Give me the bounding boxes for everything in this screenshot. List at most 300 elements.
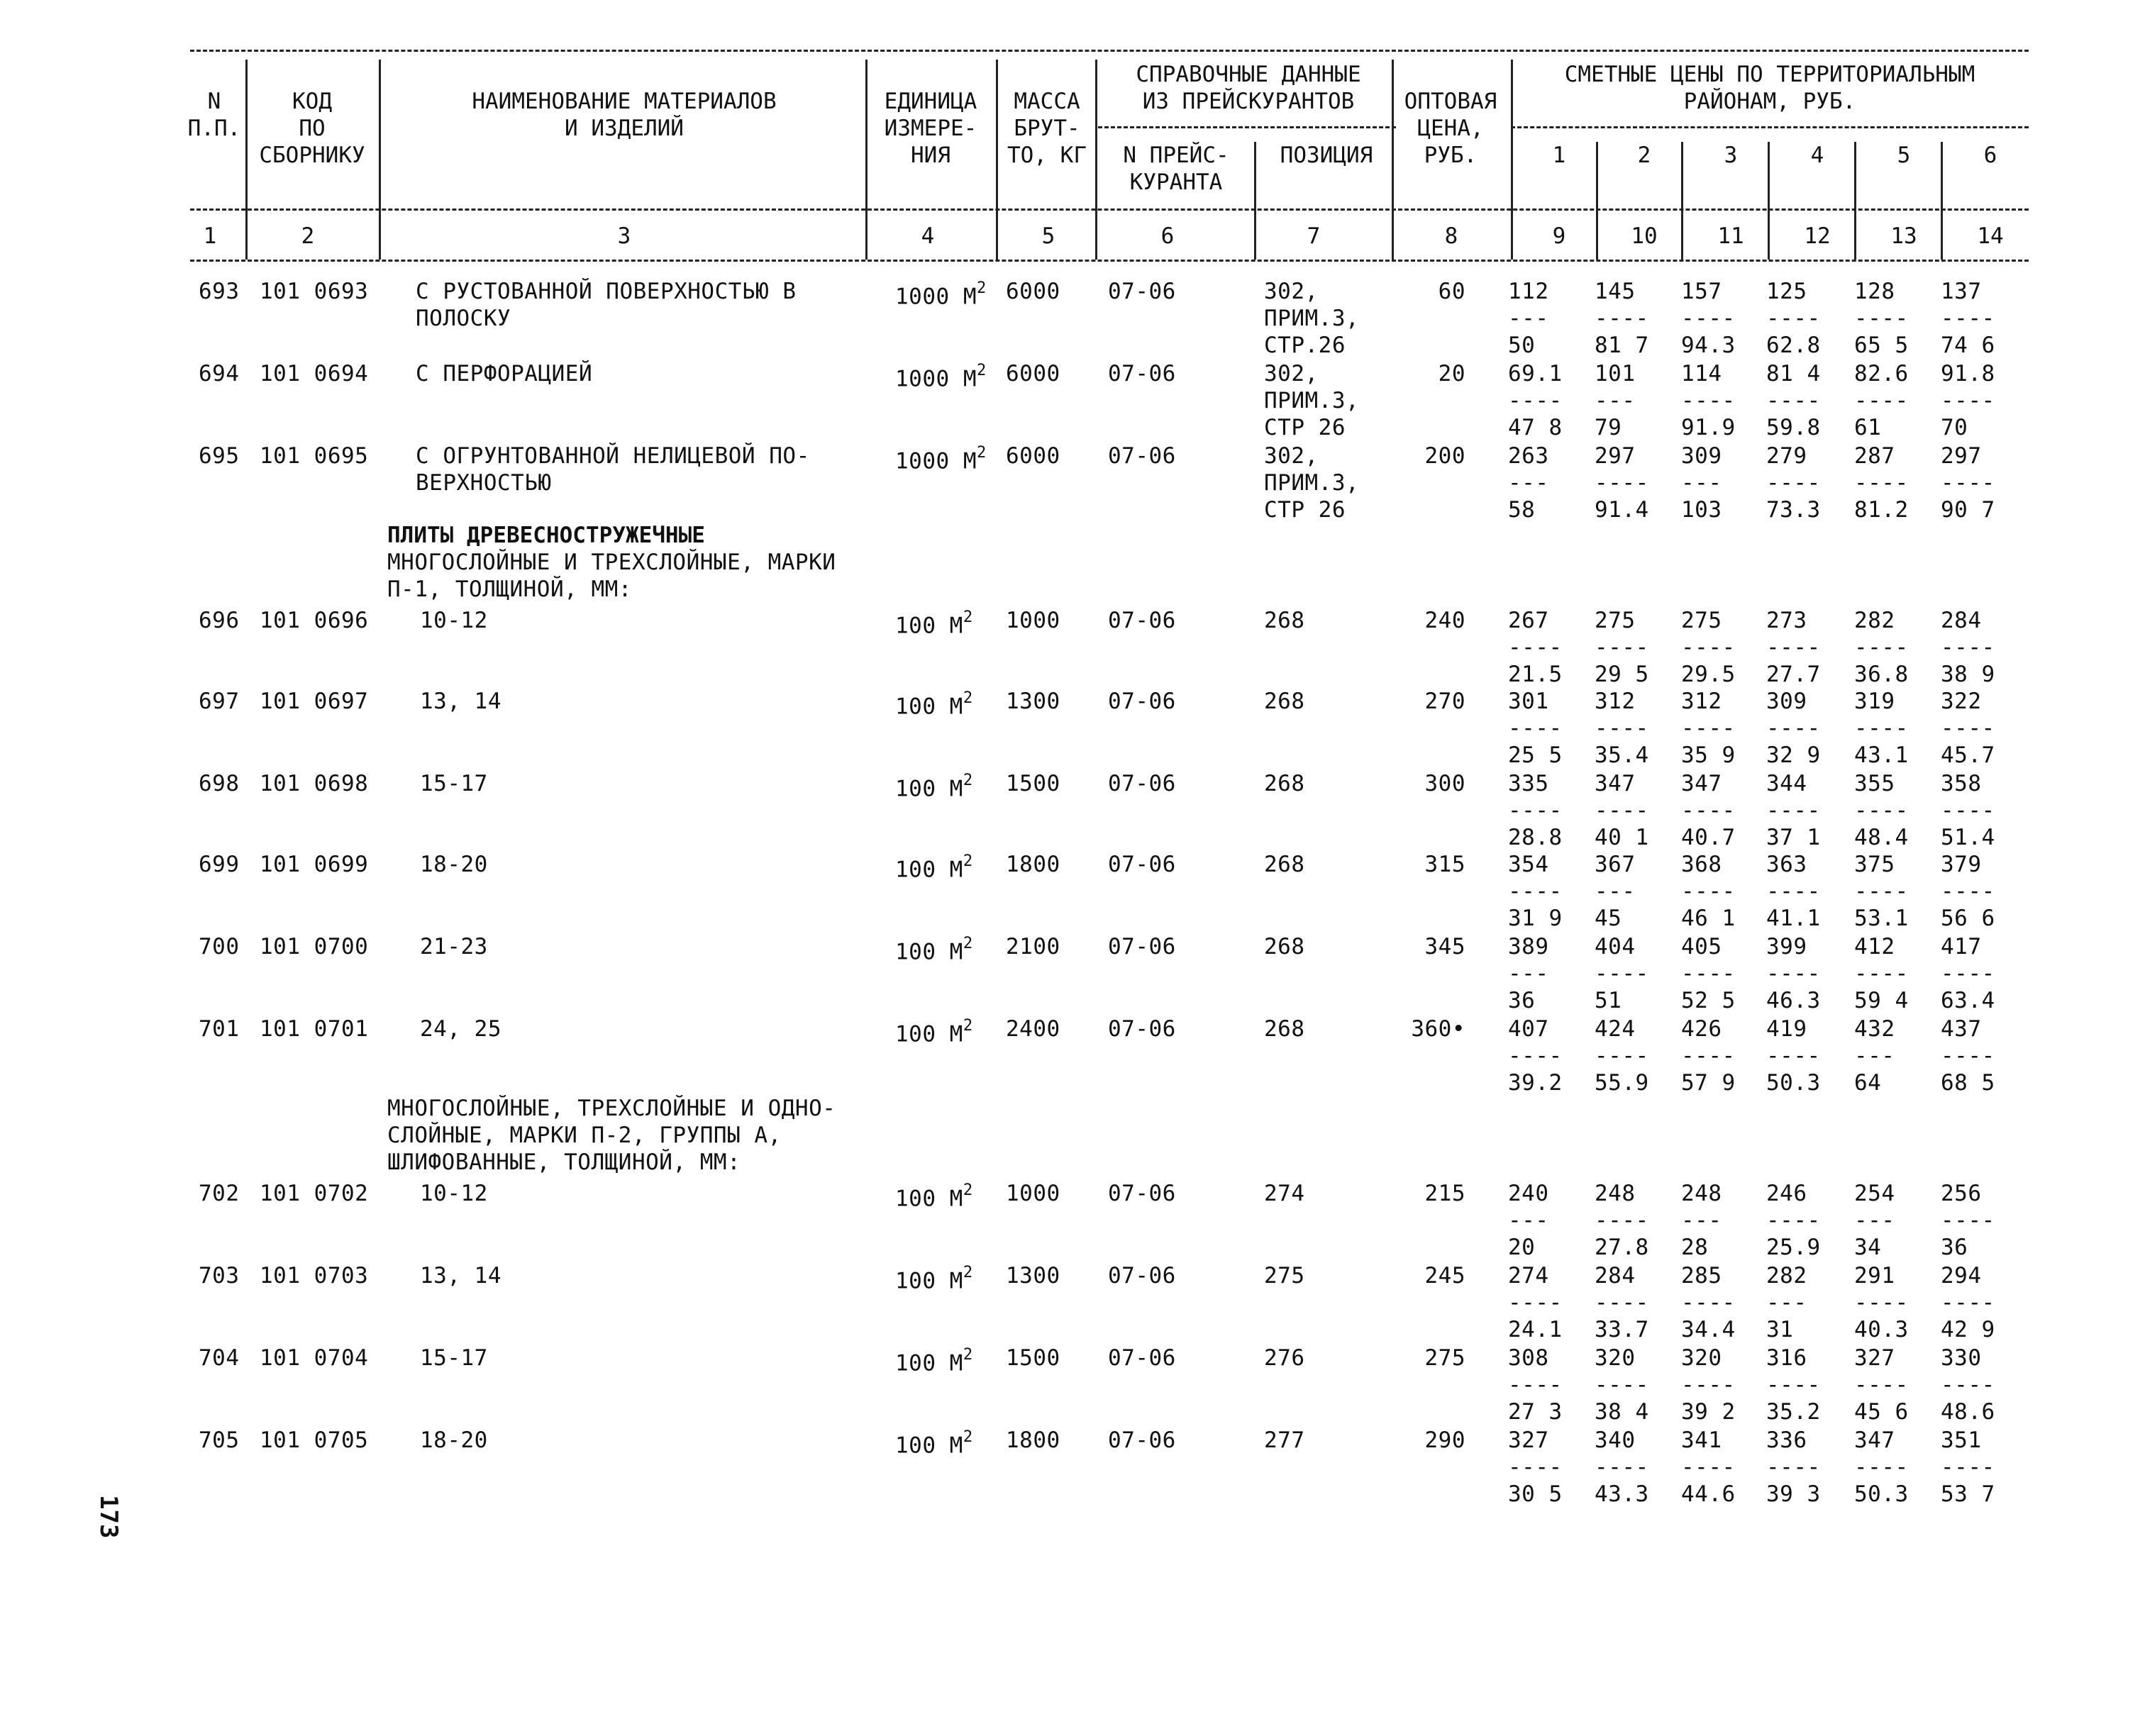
row-price-district-6: 351 — [1941, 1428, 1982, 1453]
row-position: 268 — [1264, 689, 1305, 714]
row-price-district-2: 320 — [1595, 1345, 1636, 1371]
column-number: 14 — [1977, 223, 2004, 249]
row-price-district-3: 275 — [1681, 608, 1722, 633]
row-price-list: 07-06 — [1108, 443, 1176, 469]
row-price-divider: ---- — [1941, 798, 1995, 823]
row-price-divider: ---- — [1681, 1454, 1736, 1480]
row-price-district-6: 297 — [1941, 443, 1982, 469]
header-district-2: 2 — [1637, 143, 1651, 168]
row-price-district-2: 248 — [1595, 1181, 1636, 1206]
row-name: 15-17 — [420, 771, 488, 796]
row-position: 274 — [1264, 1181, 1305, 1206]
row-wholesale: 360• — [1411, 1016, 1465, 1042]
section-subtitle-p1: МНОГОСЛОЙНЫЕ И ТРЕХСЛОЙНЫЕ, МАРКИ П-1, ТОЛЩИНОЙ, ММ: — [387, 550, 836, 602]
row-position: 302, ПРИМ.3, СТР 26 — [1264, 361, 1360, 440]
row-price-district-4: 279 — [1766, 443, 1807, 469]
row-price-divider: --- — [1508, 1208, 1549, 1233]
row-wholesale: 315 — [1424, 852, 1465, 877]
row-position: 302, ПРИМ.3, СТР 26 — [1264, 443, 1360, 523]
header-reference-data: СПРАВОЧНЫЕ ДАННЫЕ ИЗ ПРЕЙСКУРАНТОВ — [1136, 62, 1361, 114]
row-price-district-4: 363 — [1766, 852, 1807, 877]
row-price-divider: ---- — [1854, 470, 1909, 496]
column-separator — [1941, 142, 1943, 260]
row-price-divider: ---- — [1681, 1290, 1736, 1315]
row-name: С ОГРУНТОВАННОЙ НЕЛИЦЕВОЙ ПО- ВЕРХНОСТЬЮ — [416, 443, 810, 496]
row-transport-district-1: 47 8 — [1508, 415, 1563, 440]
row-position: 275 — [1264, 1263, 1305, 1289]
row-price-divider: ---- — [1681, 635, 1736, 660]
row-price-divider: ---- — [1854, 1454, 1909, 1480]
row-price-district-5: 291 — [1854, 1263, 1895, 1289]
row-price-district-6: 417 — [1941, 934, 1982, 959]
row-price-district-3: 309 — [1681, 443, 1722, 469]
price-subdivider-rule — [1511, 126, 2029, 128]
row-transport-district-3: 39 2 — [1681, 1399, 1736, 1425]
row-price-divider: ---- — [1681, 1372, 1736, 1398]
row-code: 101 0694 — [260, 361, 369, 386]
column-number: 6 — [1160, 223, 1175, 249]
row-price-list: 07-06 — [1108, 1016, 1176, 1042]
unit-superscript: 2 — [976, 279, 987, 297]
row-position: 268 — [1264, 1016, 1305, 1042]
row-number: 696 — [199, 608, 240, 633]
row-price-district-2: 367 — [1595, 852, 1636, 877]
row-price-divider: ---- — [1941, 879, 1995, 904]
row-transport-district-1: 27 3 — [1508, 1399, 1563, 1425]
row-transport-district-5: 50.3 — [1854, 1481, 1909, 1507]
row-transport-district-5: 64 — [1854, 1070, 1882, 1096]
row-mass: 6000 — [1006, 443, 1060, 469]
row-price-district-3: 312 — [1681, 689, 1722, 714]
row-name: 13, 14 — [420, 689, 501, 714]
row-transport-district-6: 56 6 — [1941, 906, 1995, 931]
row-price-divider: ---- — [1508, 716, 1563, 741]
row-price-divider: ---- — [1766, 1208, 1821, 1233]
row-code: 101 0698 — [260, 771, 369, 796]
row-wholesale: 290 — [1424, 1428, 1465, 1453]
row-price-divider: ---- — [1766, 1372, 1821, 1398]
row-transport-district-6: 53 7 — [1941, 1481, 1995, 1507]
row-transport-district-3: 40.7 — [1681, 825, 1736, 850]
row-transport-district-6: 36 — [1941, 1235, 1968, 1260]
row-price-district-5: 82.6 — [1854, 361, 1909, 386]
row-transport-district-4: 32 9 — [1766, 742, 1821, 768]
row-price-district-6: 358 — [1941, 771, 1982, 796]
row-transport-district-4: 59.8 — [1766, 415, 1821, 440]
row-transport-district-2: 43.3 — [1595, 1481, 1649, 1507]
row-unit: 1000 $М^2$ — [895, 444, 987, 474]
row-price-district-2: 145 — [1595, 279, 1636, 304]
row-price-divider: ---- — [1941, 1454, 1995, 1480]
row-mass: 1500 — [1006, 771, 1060, 796]
row-transport-district-2: 35.4 — [1595, 742, 1649, 768]
row-wholesale: 270 — [1424, 689, 1465, 714]
row-price-district-1: 308 — [1508, 1345, 1549, 1371]
column-number: 5 — [1041, 223, 1055, 249]
row-transport-district-6: 48.6 — [1941, 1399, 1995, 1425]
row-mass: 1000 — [1006, 1181, 1060, 1206]
column-number: 11 — [1717, 223, 1744, 249]
row-unit: 1000 $М^2$ — [895, 279, 987, 310]
row-transport-district-4: 73.3 — [1766, 497, 1821, 523]
row-price-list: 07-06 — [1108, 934, 1176, 959]
unit-superscript: 2 — [963, 608, 973, 626]
row-mass: 1300 — [1006, 689, 1060, 714]
row-price-district-5: 412 — [1854, 934, 1895, 959]
row-transport-district-1: 39.2 — [1508, 1070, 1563, 1096]
header-unit: ЕДИНИЦА ИЗМЕРЕ- НИЯ — [884, 89, 977, 168]
row-transport-district-2: 79 — [1595, 415, 1622, 440]
unit-superscript: 2 — [963, 1346, 973, 1364]
row-price-district-3: 426 — [1681, 1016, 1722, 1042]
row-transport-district-4: 50.3 — [1766, 1070, 1821, 1096]
row-price-district-3: 320 — [1681, 1345, 1722, 1371]
row-price-district-2: 275 — [1595, 608, 1636, 633]
header-district-6: 6 — [1983, 143, 1997, 168]
header-estimate-prices: СМЕТНЫЕ ЦЕНЫ ПО ТЕРРИТОРИАЛЬНЫМ РАЙОНАМ, РУБ. — [1564, 62, 1975, 114]
row-transport-district-6: 42 9 — [1941, 1317, 1995, 1342]
row-price-district-5: 287 — [1854, 443, 1895, 469]
unit-superscript: 2 — [963, 1017, 973, 1035]
header-district-1: 1 — [1552, 143, 1566, 168]
row-price-district-4: 399 — [1766, 934, 1807, 959]
row-transport-district-5: 53.1 — [1854, 906, 1909, 931]
row-price-divider: ---- — [1766, 798, 1821, 823]
row-price-divider: ---- — [1508, 1372, 1563, 1398]
unit-superscript: 2 — [976, 362, 987, 379]
page-number: 173 — [94, 1495, 123, 1539]
row-wholesale: 245 — [1424, 1263, 1465, 1289]
row-price-divider: ---- — [1681, 879, 1736, 904]
row-price-district-2: 284 — [1595, 1263, 1636, 1289]
row-number: 700 — [199, 934, 240, 959]
row-price-district-1: 274 — [1508, 1263, 1549, 1289]
row-code: 101 0705 — [260, 1428, 369, 1453]
row-price-district-6: 294 — [1941, 1263, 1982, 1289]
row-price-divider: ---- — [1941, 1290, 1995, 1315]
section-title-chipboard: ПЛИТЫ ДРЕВЕСНОСТРУЖЕЧНЫЕ — [387, 523, 705, 548]
row-unit: 100 $М^2$ — [895, 1181, 973, 1212]
row-price-district-1: 407 — [1508, 1016, 1549, 1042]
row-price-district-3: 285 — [1681, 1263, 1722, 1289]
row-price-list: 07-06 — [1108, 279, 1176, 304]
row-transport-district-5: 43.1 — [1854, 742, 1909, 768]
row-position: 268 — [1264, 934, 1305, 959]
row-number: 697 — [199, 689, 240, 714]
column-number: 8 — [1444, 223, 1458, 249]
row-price-divider: ---- — [1508, 1454, 1563, 1480]
row-transport-district-1: 50 — [1508, 333, 1536, 358]
row-unit: 100 $М^2$ — [895, 1428, 973, 1459]
row-transport-district-6: 90 7 — [1941, 497, 1995, 523]
row-transport-district-5: 65 5 — [1854, 333, 1909, 358]
row-number: 698 — [199, 771, 240, 796]
row-price-divider: ---- — [1508, 388, 1563, 413]
column-separator — [1854, 142, 1856, 260]
row-wholesale: 300 — [1424, 771, 1465, 796]
row-price-list: 07-06 — [1108, 1428, 1176, 1453]
row-name: 21-23 — [420, 934, 488, 959]
row-transport-district-4: 35.2 — [1766, 1399, 1821, 1425]
row-price-divider: --- — [1681, 470, 1722, 496]
row-price-divider: ---- — [1766, 1454, 1821, 1480]
row-mass: 1800 — [1006, 852, 1060, 877]
header-district-4: 4 — [1810, 143, 1824, 168]
unit-superscript: 2 — [963, 772, 973, 789]
row-position: 276 — [1264, 1345, 1305, 1371]
row-price-district-1: 112 — [1508, 279, 1549, 304]
header-bottom-rule — [190, 260, 2029, 262]
header-price-list: N ПРЕЙС- КУРАНТА — [1123, 143, 1229, 195]
row-number: 704 — [199, 1345, 240, 1371]
row-price-district-5: 432 — [1854, 1016, 1895, 1042]
row-transport-district-1: 28.8 — [1508, 825, 1563, 850]
row-price-divider: ---- — [1854, 1372, 1909, 1398]
row-transport-district-3: 103 — [1681, 497, 1722, 523]
row-price-divider: ---- — [1595, 1043, 1649, 1069]
row-price-divider: ---- — [1508, 1290, 1563, 1315]
row-price-district-5: 375 — [1854, 852, 1895, 877]
row-price-district-5: 327 — [1854, 1345, 1895, 1371]
row-transport-district-6: 63.4 — [1941, 988, 1995, 1013]
row-price-district-1: 240 — [1508, 1181, 1549, 1206]
row-transport-district-2: 91.4 — [1595, 497, 1649, 523]
row-price-district-5: 282 — [1854, 608, 1895, 633]
row-price-divider: ---- — [1941, 716, 1995, 741]
row-transport-district-2: 55.9 — [1595, 1070, 1649, 1096]
row-price-list: 07-06 — [1108, 689, 1176, 714]
row-transport-district-2: 27.8 — [1595, 1235, 1649, 1260]
row-price-district-2: 347 — [1595, 771, 1636, 796]
row-price-divider: ---- — [1681, 1043, 1736, 1069]
row-price-divider: ---- — [1854, 635, 1909, 660]
row-price-divider: ---- — [1854, 879, 1909, 904]
row-transport-district-1: 30 5 — [1508, 1481, 1563, 1507]
row-name: 18-20 — [420, 1428, 488, 1453]
row-number: 701 — [199, 1016, 240, 1042]
row-price-divider: ---- — [1941, 1208, 1995, 1233]
row-transport-district-4: 62.8 — [1766, 333, 1821, 358]
row-price-district-3: 248 — [1681, 1181, 1722, 1206]
row-mass: 2400 — [1006, 1016, 1060, 1042]
row-price-divider: ---- — [1854, 798, 1909, 823]
row-code: 101 0697 — [260, 689, 369, 714]
column-number: 2 — [301, 223, 315, 249]
row-mass: 1800 — [1006, 1428, 1060, 1453]
row-price-district-1: 263 — [1508, 443, 1549, 469]
row-price-list: 07-06 — [1108, 1345, 1176, 1371]
column-separator — [1095, 60, 1097, 260]
column-number: 9 — [1552, 223, 1566, 249]
column-number: 3 — [617, 223, 631, 249]
row-name: 18-20 — [420, 852, 488, 877]
row-transport-district-3: 52 5 — [1681, 988, 1736, 1013]
row-code: 101 0699 — [260, 852, 369, 877]
row-transport-district-1: 58 — [1508, 497, 1536, 523]
row-code: 101 0700 — [260, 934, 369, 959]
row-transport-district-6: 51.4 — [1941, 825, 1995, 850]
row-wholesale: 200 — [1424, 443, 1465, 469]
row-wholesale: 345 — [1424, 934, 1465, 959]
row-price-divider: ---- — [1595, 470, 1649, 496]
unit-superscript: 2 — [963, 852, 973, 870]
row-transport-district-4: 37 1 — [1766, 825, 1821, 850]
row-price-divider: --- — [1595, 388, 1636, 413]
row-price-divider: --- — [1766, 1290, 1807, 1315]
row-price-district-2: 312 — [1595, 689, 1636, 714]
row-price-divider: ---- — [1681, 306, 1736, 331]
column-separator — [996, 60, 998, 260]
row-price-district-1: 389 — [1508, 934, 1549, 959]
row-transport-district-3: 29.5 — [1681, 662, 1736, 687]
row-price-divider: ---- — [1941, 961, 1995, 986]
row-price-divider: ---- — [1854, 961, 1909, 986]
row-transport-district-5: 81.2 — [1854, 497, 1909, 523]
row-transport-district-5: 61 — [1854, 415, 1882, 440]
row-price-district-4: 246 — [1766, 1181, 1807, 1206]
row-price-district-6: 330 — [1941, 1345, 1982, 1371]
row-price-divider: ---- — [1595, 716, 1649, 741]
row-transport-district-6: 74 6 — [1941, 333, 1995, 358]
row-transport-district-2: 33.7 — [1595, 1317, 1649, 1342]
row-transport-district-2: 45 — [1595, 906, 1622, 931]
row-price-district-6: 437 — [1941, 1016, 1982, 1042]
row-transport-district-1: 25 5 — [1508, 742, 1563, 768]
row-code: 101 0702 — [260, 1181, 369, 1206]
row-price-divider: ---- — [1854, 388, 1909, 413]
header-position: ПОЗИЦИЯ — [1280, 143, 1373, 168]
row-code: 101 0701 — [260, 1016, 369, 1042]
row-name: 13, 14 — [420, 1263, 501, 1289]
row-transport-district-1: 31 9 — [1508, 906, 1563, 931]
row-price-list: 07-06 — [1108, 852, 1176, 877]
row-position: 268 — [1264, 771, 1305, 796]
row-transport-district-1: 21.5 — [1508, 662, 1563, 687]
row-transport-district-2: 51 — [1595, 988, 1622, 1013]
row-transport-district-4: 41.1 — [1766, 906, 1821, 931]
row-transport-district-2: 29 5 — [1595, 662, 1649, 687]
row-transport-district-4: 25.9 — [1766, 1235, 1821, 1260]
header-mass: МАССА БРУТ- ТО, КГ — [1007, 89, 1087, 168]
section-subtitle-p2: МНОГОСЛОЙНЫЕ, ТРЕХСЛОЙНЫЕ И ОДНО- СЛОЙНЫЕ, МАРКИ П-2, ГРУППЫ А, ШЛИФОВАННЫЕ, ТОЛЩИНОЙ, ММ: — [387, 1096, 836, 1175]
row-price-divider: ---- — [1941, 470, 1995, 496]
row-price-divider: ---- — [1766, 879, 1821, 904]
header-wholesale: ОПТОВАЯ ЦЕНА, РУБ. — [1404, 89, 1497, 168]
row-price-list: 07-06 — [1108, 608, 1176, 633]
row-price-divider: ---- — [1681, 798, 1736, 823]
row-transport-district-6: 68 5 — [1941, 1070, 1995, 1096]
row-code: 101 0696 — [260, 608, 369, 633]
row-unit: 100 $М^2$ — [895, 772, 973, 802]
row-price-district-1: 335 — [1508, 771, 1549, 796]
column-number: 4 — [921, 223, 935, 249]
row-price-divider: ---- — [1941, 635, 1995, 660]
column-number: 7 — [1307, 223, 1321, 249]
row-wholesale: 215 — [1424, 1181, 1465, 1206]
row-price-divider: ---- — [1595, 1372, 1649, 1398]
row-price-district-1: 354 — [1508, 852, 1549, 877]
row-price-district-6: 322 — [1941, 689, 1982, 714]
row-price-district-2: 340 — [1595, 1428, 1636, 1453]
row-price-district-6: 91.8 — [1941, 361, 1995, 386]
row-price-divider: ---- — [1681, 716, 1736, 741]
row-price-district-3: 368 — [1681, 852, 1722, 877]
row-price-divider: ---- — [1854, 306, 1909, 331]
unit-superscript: 2 — [963, 1428, 973, 1446]
row-price-divider: ---- — [1595, 635, 1649, 660]
row-transport-district-5: 34 — [1854, 1235, 1882, 1260]
row-price-divider: ---- — [1681, 961, 1736, 986]
row-code: 101 0704 — [260, 1345, 369, 1371]
row-price-district-6: 137 — [1941, 279, 1982, 304]
row-price-divider: --- — [1681, 1208, 1722, 1233]
row-mass: 1500 — [1006, 1345, 1060, 1371]
row-mass: 2100 — [1006, 934, 1060, 959]
row-price-divider: --- — [1854, 1208, 1895, 1233]
row-mass: 6000 — [1006, 279, 1060, 304]
row-price-divider: ---- — [1766, 716, 1821, 741]
row-wholesale: 275 — [1424, 1345, 1465, 1371]
row-price-divider: ---- — [1508, 635, 1563, 660]
row-wholesale: 60 — [1438, 279, 1465, 304]
row-price-district-3: 157 — [1681, 279, 1722, 304]
unit-superscript: 2 — [963, 1264, 973, 1281]
header-mid-rule — [190, 208, 2029, 211]
row-price-divider: ---- — [1508, 1043, 1563, 1069]
row-price-district-1: 301 — [1508, 689, 1549, 714]
row-price-list: 07-06 — [1108, 1181, 1176, 1206]
row-price-district-4: 309 — [1766, 689, 1807, 714]
column-separator — [1681, 142, 1683, 260]
row-price-district-5: 355 — [1854, 771, 1895, 796]
row-transport-district-6: 45.7 — [1941, 742, 1995, 768]
row-price-divider: ---- — [1595, 1454, 1649, 1480]
row-transport-district-5: 59 4 — [1854, 988, 1909, 1013]
row-transport-district-3: 94.3 — [1681, 333, 1736, 358]
row-mass: 1000 — [1006, 608, 1060, 633]
row-price-district-5: 254 — [1854, 1181, 1895, 1206]
unit-superscript: 2 — [963, 1181, 973, 1199]
row-price-district-3: 341 — [1681, 1428, 1722, 1453]
row-price-divider: ---- — [1766, 470, 1821, 496]
row-price-district-5: 128 — [1854, 279, 1895, 304]
row-number: 703 — [199, 1263, 240, 1289]
row-name: 24, 25 — [420, 1016, 501, 1042]
row-price-divider: ---- — [1595, 1290, 1649, 1315]
row-transport-district-2: 40 1 — [1595, 825, 1649, 850]
row-unit: 100 $М^2$ — [895, 1264, 973, 1294]
row-unit: 100 $М^2$ — [895, 935, 973, 965]
unit-superscript: 2 — [976, 444, 987, 462]
row-price-divider: ---- — [1854, 1290, 1909, 1315]
row-price-district-6: 256 — [1941, 1181, 1982, 1206]
header-n: N П.П. — [187, 89, 241, 141]
row-transport-district-3: 34.4 — [1681, 1317, 1736, 1342]
row-transport-district-4: 31 — [1766, 1317, 1794, 1342]
row-price-district-6: 284 — [1941, 608, 1982, 633]
row-price-divider: --- — [1595, 879, 1636, 904]
row-name: 10-12 — [420, 1181, 488, 1206]
row-price-divider: --- — [1508, 470, 1549, 496]
row-number: 702 — [199, 1181, 240, 1206]
row-unit: 1000 $М^2$ — [895, 362, 987, 392]
row-name: С РУСТОВАННОЙ ПОВЕРХНОСТЬЮ В ПОЛОСКУ — [416, 279, 797, 331]
row-code: 101 0703 — [260, 1263, 369, 1289]
row-code: 101 0695 — [260, 443, 369, 469]
row-unit: 100 $М^2$ — [895, 852, 973, 883]
row-price-district-4: 273 — [1766, 608, 1807, 633]
row-transport-district-3: 28 — [1681, 1235, 1709, 1260]
